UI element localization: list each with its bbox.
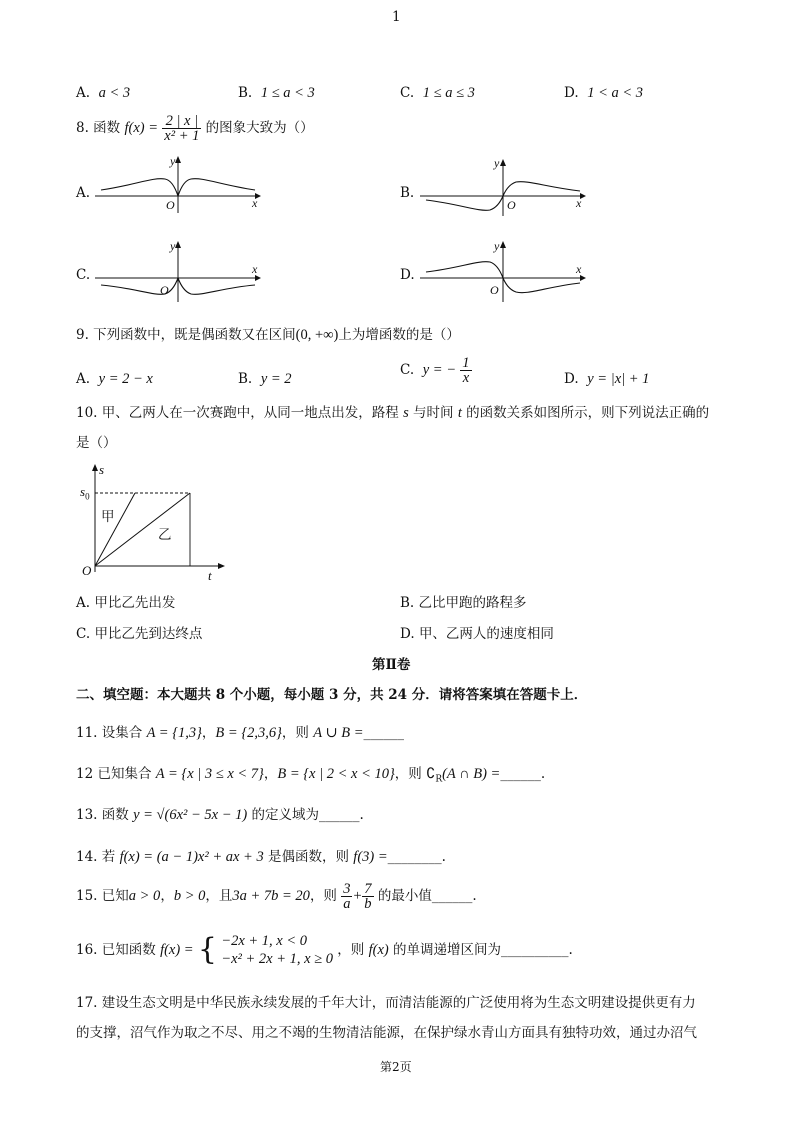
q15: 15. 已知a > 0，b > 0，且3a + 7b = 20，则 $\frac{3}{a}$ + $\frac{7}{b}$ 的最小值______.: [76, 881, 477, 912]
q9-stem: 9. 下列函数中，既是偶函数又在区间(0, +∞)上为增函数的是（）: [76, 327, 460, 343]
q8-option-c-label[interactable]: C.: [76, 267, 91, 283]
q10-option-d[interactable]: D. 甲、乙两人的速度相同: [400, 626, 554, 642]
q7-option-a[interactable]: A. a < 3: [76, 85, 131, 101]
q8-c-y-label: y: [170, 239, 176, 253]
q9-option-a[interactable]: A. y = 2 − x: [76, 371, 153, 387]
q8-a-x-label: x: [252, 196, 258, 210]
q10-s0-label: $s_0$: [80, 484, 90, 502]
q15-answer-blank[interactable]: ______: [431, 888, 473, 904]
q11: 11. 设集合 A = {1,3}，B = {2,3,6}，则 A ∪ B =______: [76, 725, 404, 741]
q8-a-y-label: y: [170, 154, 176, 168]
q17-line2: 的支撑，沼气作为取之不尽、用之不竭的生物清洁能源，在保护绿水青山方面具有独特功效，通过办沼气: [76, 1025, 697, 1041]
q12-answer-blank[interactable]: ______: [500, 766, 541, 782]
section-title: 第Ⅱ卷: [372, 657, 411, 673]
q8-b-y-label: y: [494, 156, 500, 170]
q16-brace: {: [197, 932, 217, 967]
section-heading: 二、填空题：本大题共 8 个小题，每小题 3 分，共 24 分．请将答案填在答题卡上．: [76, 687, 588, 703]
q8-option-a-label[interactable]: A.: [76, 185, 91, 201]
q7-option-b[interactable]: B. 1 ≤ a < 3: [238, 85, 315, 101]
q16-answer-blank[interactable]: __________: [501, 942, 569, 958]
q15-fraction-7b: $\frac{7}{b}$: [364, 881, 372, 912]
q10-yi-label: 乙: [158, 527, 172, 543]
q10-stem-line1: 10. 甲、乙两人在一次赛跑中，从同一地点出发，路程 s 与时间 t 的函数关系如图所示，则下列说法正确的: [76, 405, 710, 421]
q16-cases: −2x + 1, x < 0 −x² + 2x + 1, x ≥ 0: [221, 933, 333, 967]
q7-option-c[interactable]: C. 1 ≤ a ≤ 3: [400, 85, 475, 101]
q17-line1: 17. 建设生态文明是中华民族永续发展的千年大计，而清洁能源的广泛使用将为生态文明建设提供更有力: [76, 995, 696, 1011]
q9-c-fraction: $\frac{1}{x}$: [462, 355, 470, 386]
q8-option-d-label[interactable]: D.: [400, 267, 415, 283]
q7-option-d[interactable]: D. 1 < a < 3: [564, 85, 644, 101]
q9-option-b[interactable]: B. y = 2: [238, 371, 292, 387]
q8-graph-d[interactable]: [420, 240, 590, 305]
q12: 12 已知集合 A = {x | 3 ≤ x < 7}，B = {x | 2 < x < 10}，则 $∁_R(A$ ∩ B) =______.: [76, 766, 546, 785]
q10-t-axis-label: t: [208, 568, 212, 583]
q8-c-origin-label: O: [160, 283, 169, 297]
q10-jia-label: 甲: [101, 509, 115, 525]
q10-option-c[interactable]: C. 甲比乙先到达终点: [76, 626, 203, 642]
q9-option-d[interactable]: D. y = |x| + 1: [564, 371, 650, 387]
q8-c-x-label: x: [252, 262, 258, 276]
q8-graph-c[interactable]: [95, 240, 265, 305]
q13-answer-blank[interactable]: ______: [318, 807, 360, 823]
q15-fraction-3a: $\frac{3}{a}$: [343, 881, 351, 912]
q8-b-x-label: x: [576, 196, 582, 210]
q10-stem-line2: 是（）: [76, 435, 117, 451]
q8-a-origin-label: O: [166, 198, 175, 212]
q10-origin-label: O: [82, 563, 92, 578]
q10-option-a[interactable]: A. 甲比乙先出发: [76, 595, 176, 611]
page-number: 1: [392, 9, 401, 25]
q14-answer-blank[interactable]: ________: [387, 849, 442, 865]
q16: 16. 已知函数 f(x) = { −2x + 1, x < 0 −x² + 2x + 1, x ≥ 0 ，则 f(x) 的单调递增区间为__________.: [76, 932, 573, 967]
q8-option-b-label[interactable]: B.: [400, 185, 415, 201]
q8-d-y-label: y: [494, 239, 500, 253]
q8-graph-a[interactable]: [95, 155, 265, 215]
q10-s-axis-label: s: [99, 462, 105, 477]
page-footer: 第2页: [380, 1060, 412, 1074]
q8-b-origin-label: O: [507, 198, 516, 212]
q8-d-x-label: x: [576, 262, 582, 276]
q10-option-b[interactable]: B. 乙比甲跑的路程多: [400, 595, 527, 611]
q8-stem: 8. 函数 f(x) = $\frac{2 | x |}{\text{x² + 1}}$ 的图象大致为（）: [76, 113, 314, 144]
q11-answer-blank[interactable]: ______: [363, 725, 404, 741]
q8-d-origin-label: O: [490, 283, 499, 297]
q8-fraction: $\frac{2 | x |}{\text{x² + 1}}$: [164, 113, 200, 144]
q8-graph-b[interactable]: [420, 158, 590, 218]
q14: 14. 若 f(x) = (a − 1)x² + ax + 3 是偶函数，则 f(3) =________.: [76, 849, 446, 865]
q9-option-c[interactable]: C. y = − $\frac{1}{x}$: [400, 355, 470, 386]
q13: 13. 函数 y = √(6x² − 5x − 1) 的定义域为______.: [76, 807, 364, 823]
